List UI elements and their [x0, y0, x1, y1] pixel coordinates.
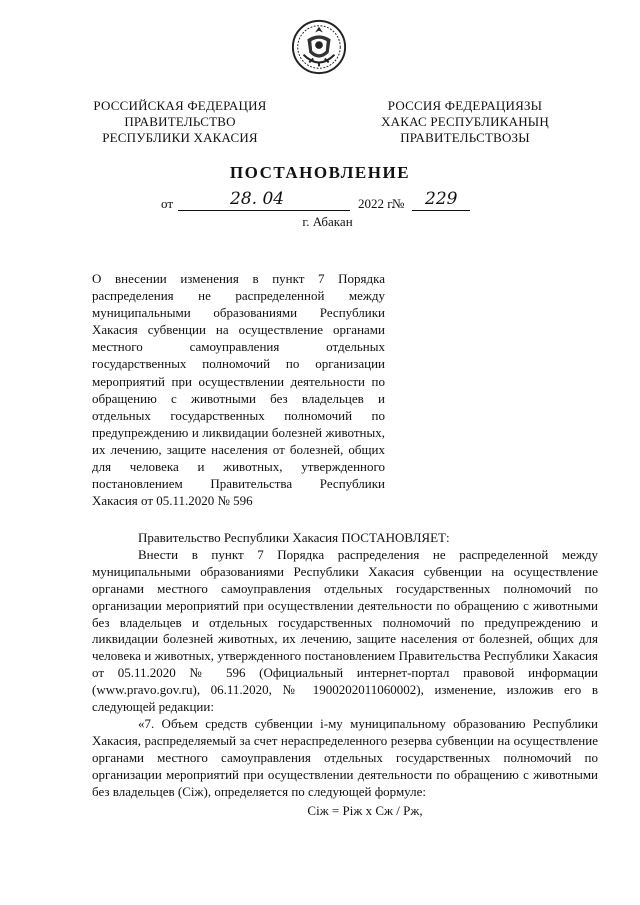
header-left-line: ПРАВИТЕЛЬСТВО: [124, 114, 236, 129]
formula: Сiж = Рiж x Сж / Рж,: [307, 803, 423, 818]
document-subject: О внесении изменения в пункт 7 Порядка распределения не распределенной между муниципальными образованиями Республики Хакасия субвенции на осуществление органами местного самоуправления отдельных государственных полномочий по организации мероприятий при осуществлении деятельности по обращению с животными без владельцев и отдельных государственных полномочий по предупреждению и ликвидации болезней животных, их лечению, защите населения от болезней, общих для человека и животных, утвержденного постановлением Правительства Республики Хакасия от 05.11.2020 № 596: [92, 271, 385, 509]
header-right-line: РОССИЯ ФЕДЕРАЦИЯЗЫ: [387, 98, 543, 113]
city-label: г. Абакан: [302, 214, 353, 229]
header-right-line: ХАКАС РЕСПУБЛИКАНЫҢ: [381, 114, 549, 129]
number-sign: №: [392, 196, 405, 211]
body-paragraph: «7. Объем средств субвенции i-му муниципальному образованию Республики Хакасия, распределяемый за счет нераспределенного резерва субвенции на осуществление органами местного самоуправления отдельных государственных полномочий по организации мероприятий при осуществлении деятельности по обращению с животными без владельцев (Сiж), определяется по следующей формуле:: [92, 715, 598, 799]
from-label: от: [161, 196, 174, 211]
header-left-line: РОССИЙСКАЯ ФЕДЕРАЦИЯ: [93, 98, 267, 113]
document-body: [92, 530, 598, 801]
handwritten-date: 28. 04: [230, 189, 285, 209]
header-right: [355, 98, 575, 146]
coat-of-arms-icon: [290, 18, 348, 76]
date-underline: [178, 210, 350, 211]
number-underline: [412, 210, 470, 211]
header-left-line: РЕСПУБЛИКИ ХАКАСИЯ: [102, 130, 258, 145]
body-paragraph: Внести в пункт 7 Порядка распределения не распределенной между муниципальными образованиями Республики Хакасия субвенции на осуществление органами местного самоуправления отдельных государственных полномочий по организации мероприятий при осуществлении деятельности по обращению с животными без владельцев и отдельных государственных полномочий по предупреждению и ликвидации болезней животных, их лечению, защите населения от болезней, общих для человека и животных, утвержденного постановлением Правительства Республики Хакасия от 05.11.2020 № 596 (Официальный интернет-портал правовой информации (www.pravo.gov.ru), 06.11.2020, № 1900202011060002), изменение, изложив его в следующей редакции:: [92, 546, 598, 715]
document-title: ПОСТАНОВЛЕНИЕ: [229, 163, 411, 182]
header-left: [75, 98, 285, 146]
header-right-line: ПРАВИТЕЛЬСТВОЗЫ: [400, 130, 530, 145]
decree-intro: Правительство Республики Хакасия ПОСТАНОВЛЯЕТ:: [138, 530, 450, 545]
handwritten-number: 229: [425, 189, 458, 209]
year-label: 2022 г.: [358, 196, 395, 211]
